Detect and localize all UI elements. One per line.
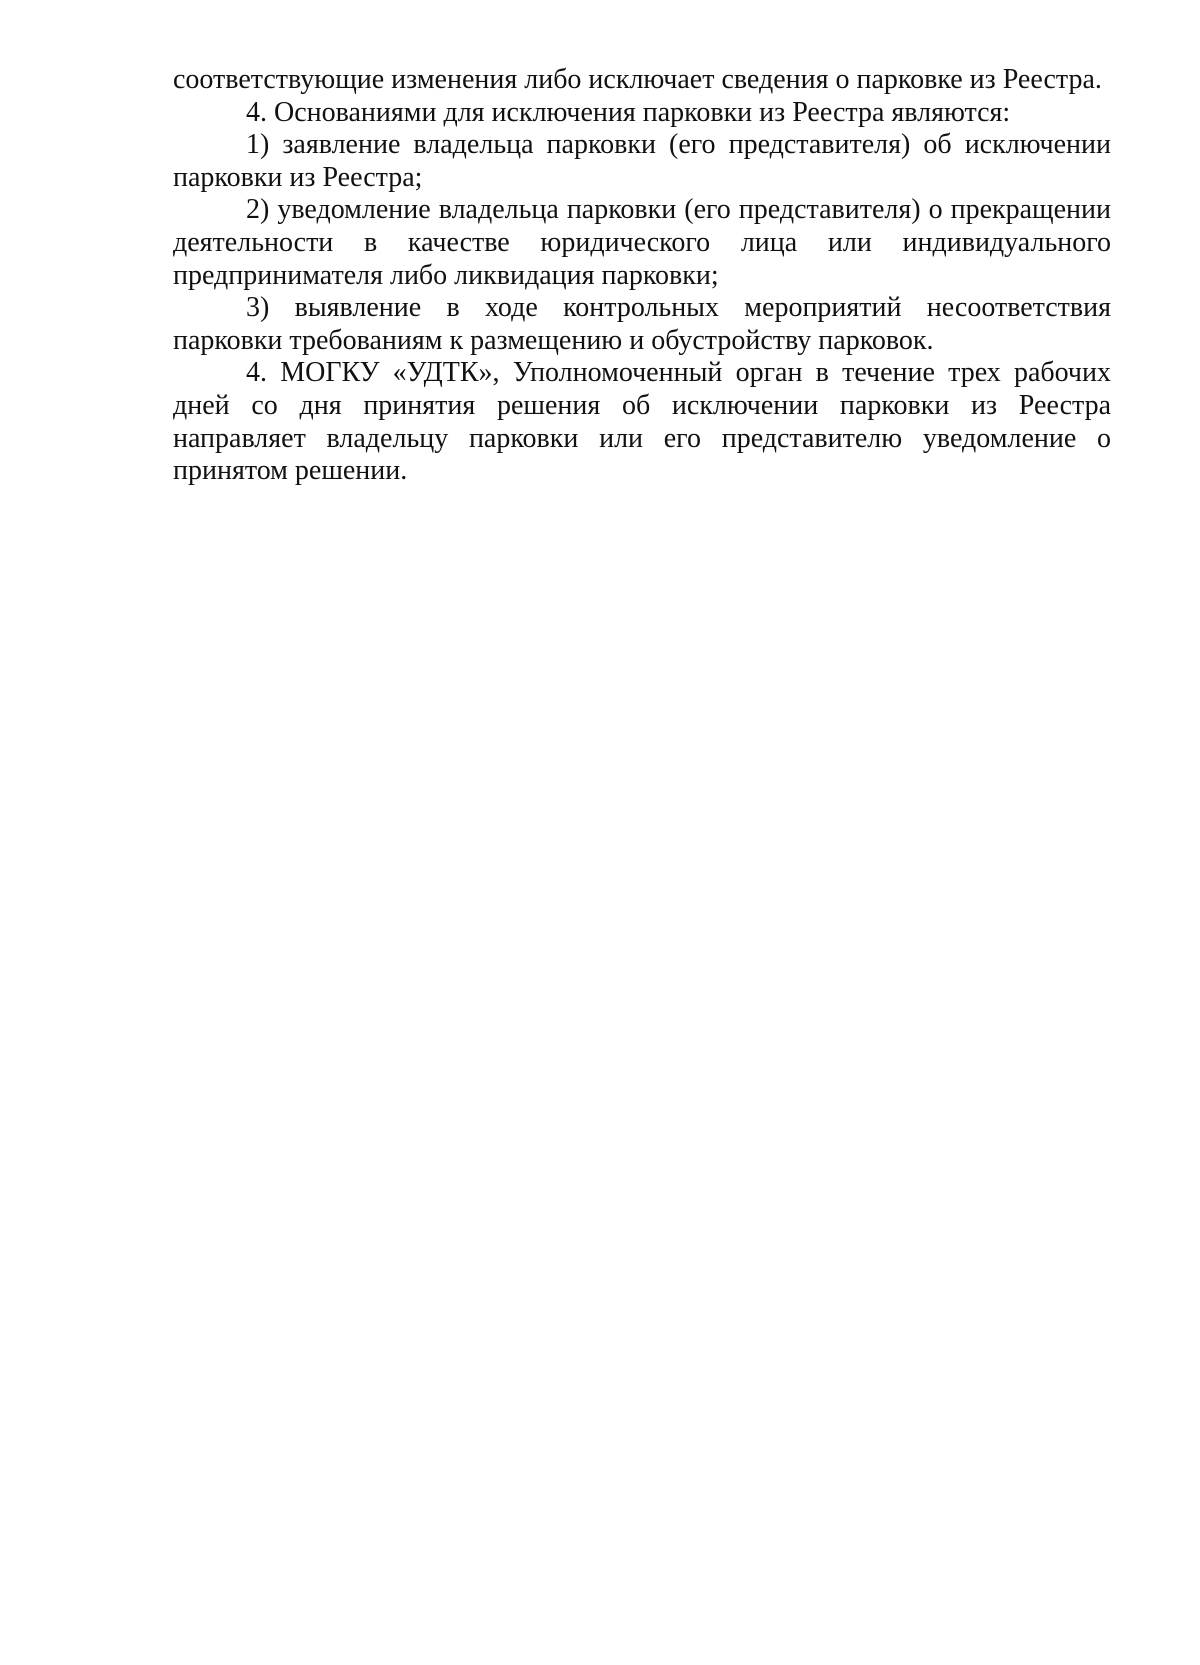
paragraph-4-notification: 4. МОГКУ «УДТК», Уполномоченный орган в течение трех рабочих дней со дня принятия решения об исключении парковки из Реестра направляет владельцу парковки или его представителю уведомление о принятом решении. xyxy=(173,357,1111,487)
paragraph-continuation: соответствующие изменения либо исключает сведения о парковке из Реестра. xyxy=(173,64,1102,95)
paragraph-item-1: 1) заявление владельца парковки (его представителя) об исключении парковки из Реестра; xyxy=(173,129,1111,193)
paragraph-item-2: 2) уведомление владельца парковки (его представителя) о прекращении деятельности в качестве юридического лица или индивидуального предпринимателя либо ликвидация парковки; xyxy=(173,194,1111,291)
paragraph-4-grounds-heading: 4. Основаниями для исключения парковки из Реестра являются: xyxy=(246,96,1011,128)
document-body xyxy=(173,64,1111,488)
paragraph-item-3: 3) выявление в ходе контрольных мероприятий несоответствия парковки требованиям к размещению и обустройству парковок. xyxy=(173,292,1111,356)
